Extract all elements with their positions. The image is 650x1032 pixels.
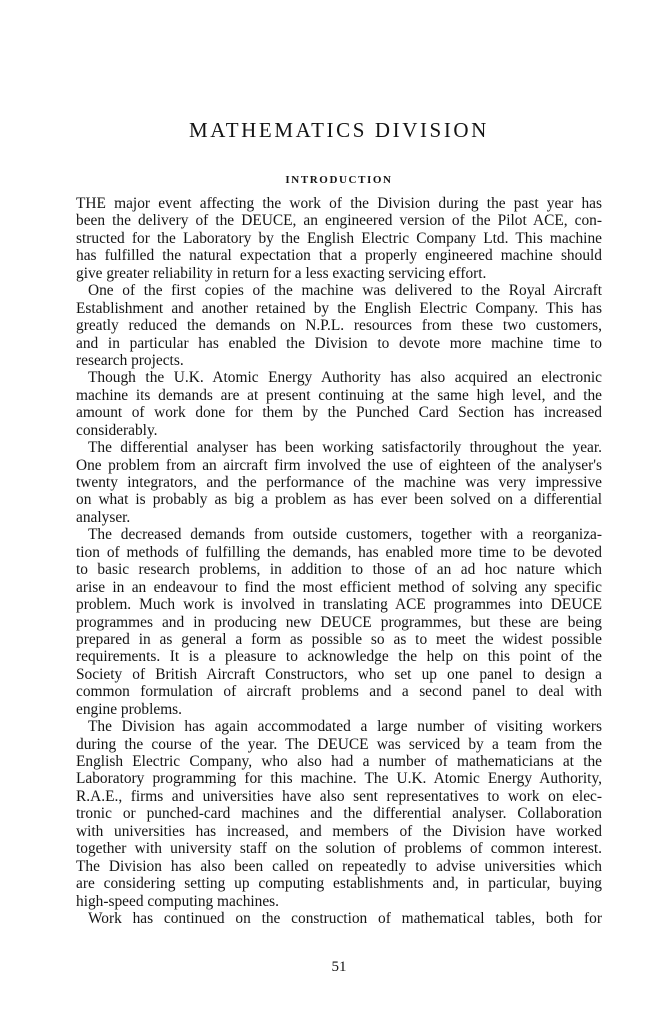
text-line: One of the first copies of the machine was delivered to the Royal Aircraft bbox=[88, 282, 602, 300]
text-line: The Division has also been called on repeatedly to advise universities which bbox=[76, 857, 602, 875]
text-line: greatly reduced the demands on N.P.L. resources from these two customers, bbox=[76, 317, 602, 335]
text-line: The differential analyser has been working satisfactorily throughout the year. bbox=[88, 439, 602, 457]
text-line: One problem from an aircraft firm involved the use of eighteen of the analyser's bbox=[76, 456, 602, 474]
document-page bbox=[76, 0, 602, 1032]
text-line: machine its demands are at present continuing at the same high level, and the bbox=[76, 386, 602, 404]
text-line: programmes and in producing new DEUCE programmes, but these are being bbox=[76, 613, 602, 631]
text-line: Laboratory programming for this machine. The U.K. Atomic Energy Authority, bbox=[76, 770, 602, 788]
text-line: tion of methods of fulfilling the demands, has enabled more time to be devoted bbox=[76, 543, 602, 561]
text-line: THE major event affecting the work of the Division during the past year has bbox=[76, 195, 602, 212]
text-line: arise in an endeavour to find the most efficient method of solving any specific bbox=[76, 578, 602, 596]
text-line: during the course of the year. The DEUCE was serviced by a team from the bbox=[76, 735, 602, 753]
page-title: MATHEMATICS DIVISION bbox=[189, 118, 489, 142]
text-line: together with university staff on the solution of problems of common interest. bbox=[76, 840, 602, 858]
text-line: The decreased demands from outside customers, together with a reorganiza- bbox=[88, 526, 602, 544]
text-line: prepared in as general a form as possible so as to meet the widest possible bbox=[76, 630, 602, 648]
text-line: give greater reliability in return for a less exacting servicing effort. bbox=[76, 264, 487, 282]
text-line: amount of work done for them by the Punched Card Section has increased bbox=[76, 404, 602, 422]
text-line: high-speed computing machines. bbox=[76, 892, 280, 910]
text-line: Establishment and another retained by the English Electric Company. This has bbox=[76, 299, 602, 317]
text-line: twenty integrators, and the performance of the machine was very impressive bbox=[76, 474, 602, 491]
text-line: Work has continued on the construction of mathematical tables, both for bbox=[88, 909, 602, 927]
text-line: Society of British Aircraft Constructors, who set up one panel to design a bbox=[76, 665, 602, 683]
text-line: Though the U.K. Atomic Energy Authority has also acquired an electronic bbox=[88, 369, 602, 387]
text-line: has fulfilled the natural expectation that a properly engineered machine should bbox=[76, 247, 602, 265]
text-line: are considering setting up computing establishments and, in particular, buying bbox=[76, 875, 602, 893]
text-line: research projects. bbox=[76, 351, 184, 369]
text-line: considerably. bbox=[76, 421, 158, 439]
text-line: The Division has again accommodated a large number of visiting workers bbox=[88, 718, 602, 736]
text-line: English Electric Company, who also had a number of mathematicians at the bbox=[76, 753, 602, 770]
page-number: 51 bbox=[331, 959, 347, 975]
text-line: to basic research problems, in addition to those of an ad hoc nature which bbox=[76, 561, 602, 579]
text-line: been the delivery of the DEUCE, an engineered version of the Pilot ACE, con- bbox=[76, 212, 602, 230]
text-line: analyser. bbox=[76, 508, 131, 526]
text-line: tronic or punched-card machines and the differential analyser. Collaboration bbox=[76, 805, 602, 823]
text-line: on what is probably as big a problem as has ever been solved on a differential bbox=[76, 491, 602, 509]
body-text bbox=[76, 195, 602, 927]
text-line: engine problems. bbox=[76, 700, 182, 718]
text-line: structed for the Laboratory by the English Electric Company Ltd. This machine bbox=[76, 229, 602, 247]
text-line: with universities has increased, and members of the Division have worked bbox=[76, 822, 602, 840]
text-line: requirements. It is a pleasure to acknowledge the help on this point of the bbox=[76, 648, 602, 666]
section-heading: INTRODUCTION bbox=[285, 174, 393, 186]
text-line: problem. Much work is involved in translating ACE programmes into DEUCE bbox=[76, 596, 602, 614]
text-line: R.A.E., firms and universities have also sent representatives to work on elec- bbox=[76, 787, 602, 805]
text-line: and in particular has enabled the Division to devote more machine time to bbox=[76, 334, 602, 352]
text-line: common formulation of aircraft problems and a second panel to deal with bbox=[76, 683, 602, 701]
